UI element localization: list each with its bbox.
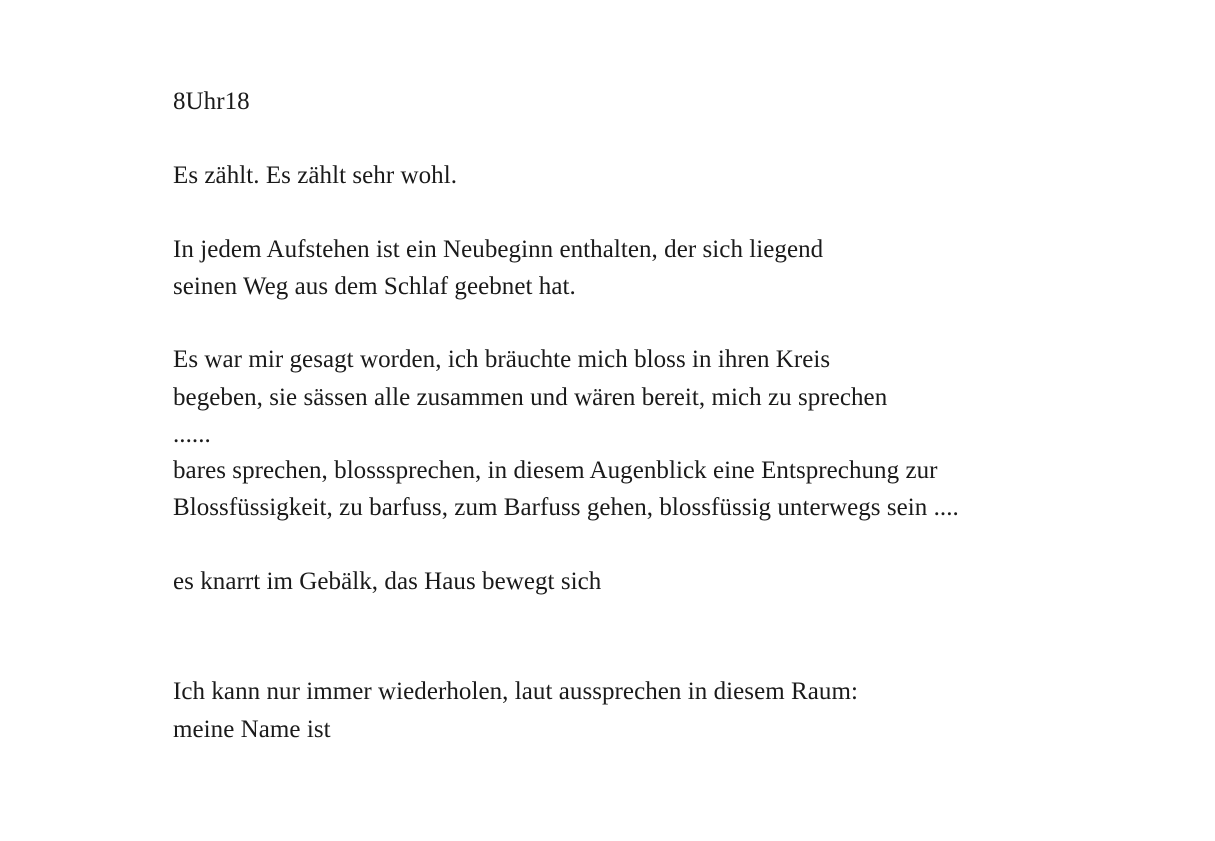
paragraph-line: es knarrt im Gebälk, das Haus bewegt sich: [173, 568, 602, 595]
paragraph-line: In jedem Aufstehen ist ein Neubeginn enthalten, der sich liegend: [173, 236, 824, 263]
paragraph-line: seinen Weg aus dem Schlaf geebnet hat.: [173, 273, 576, 300]
paragraph-line: Ich kann nur immer wiederholen, laut aussprechen in diesem Raum:: [173, 678, 858, 705]
paragraph-line: Es zählt. Es zählt sehr wohl.: [173, 162, 458, 189]
paragraph-line: begeben, sie sässen alle zusammen und wären bereit, mich zu sprechen: [173, 384, 888, 411]
paragraph-line: meine Name ist: [173, 716, 331, 743]
paragraph-line: bares sprechen, blosssprechen, in diesem Augenblick eine Entsprechung zur: [173, 457, 938, 484]
paragraph-line: Es war mir gesagt worden, ich bräuchte mich bloss in ihren Kreis: [173, 346, 831, 373]
paragraph-line: Blossfüssigkeit, zu barfuss, zum Barfuss gehen, blossfüssig unterwegs sein ....: [173, 494, 959, 521]
paragraph-line: ......: [173, 421, 211, 448]
document-heading: 8Uhr18: [173, 88, 250, 115]
